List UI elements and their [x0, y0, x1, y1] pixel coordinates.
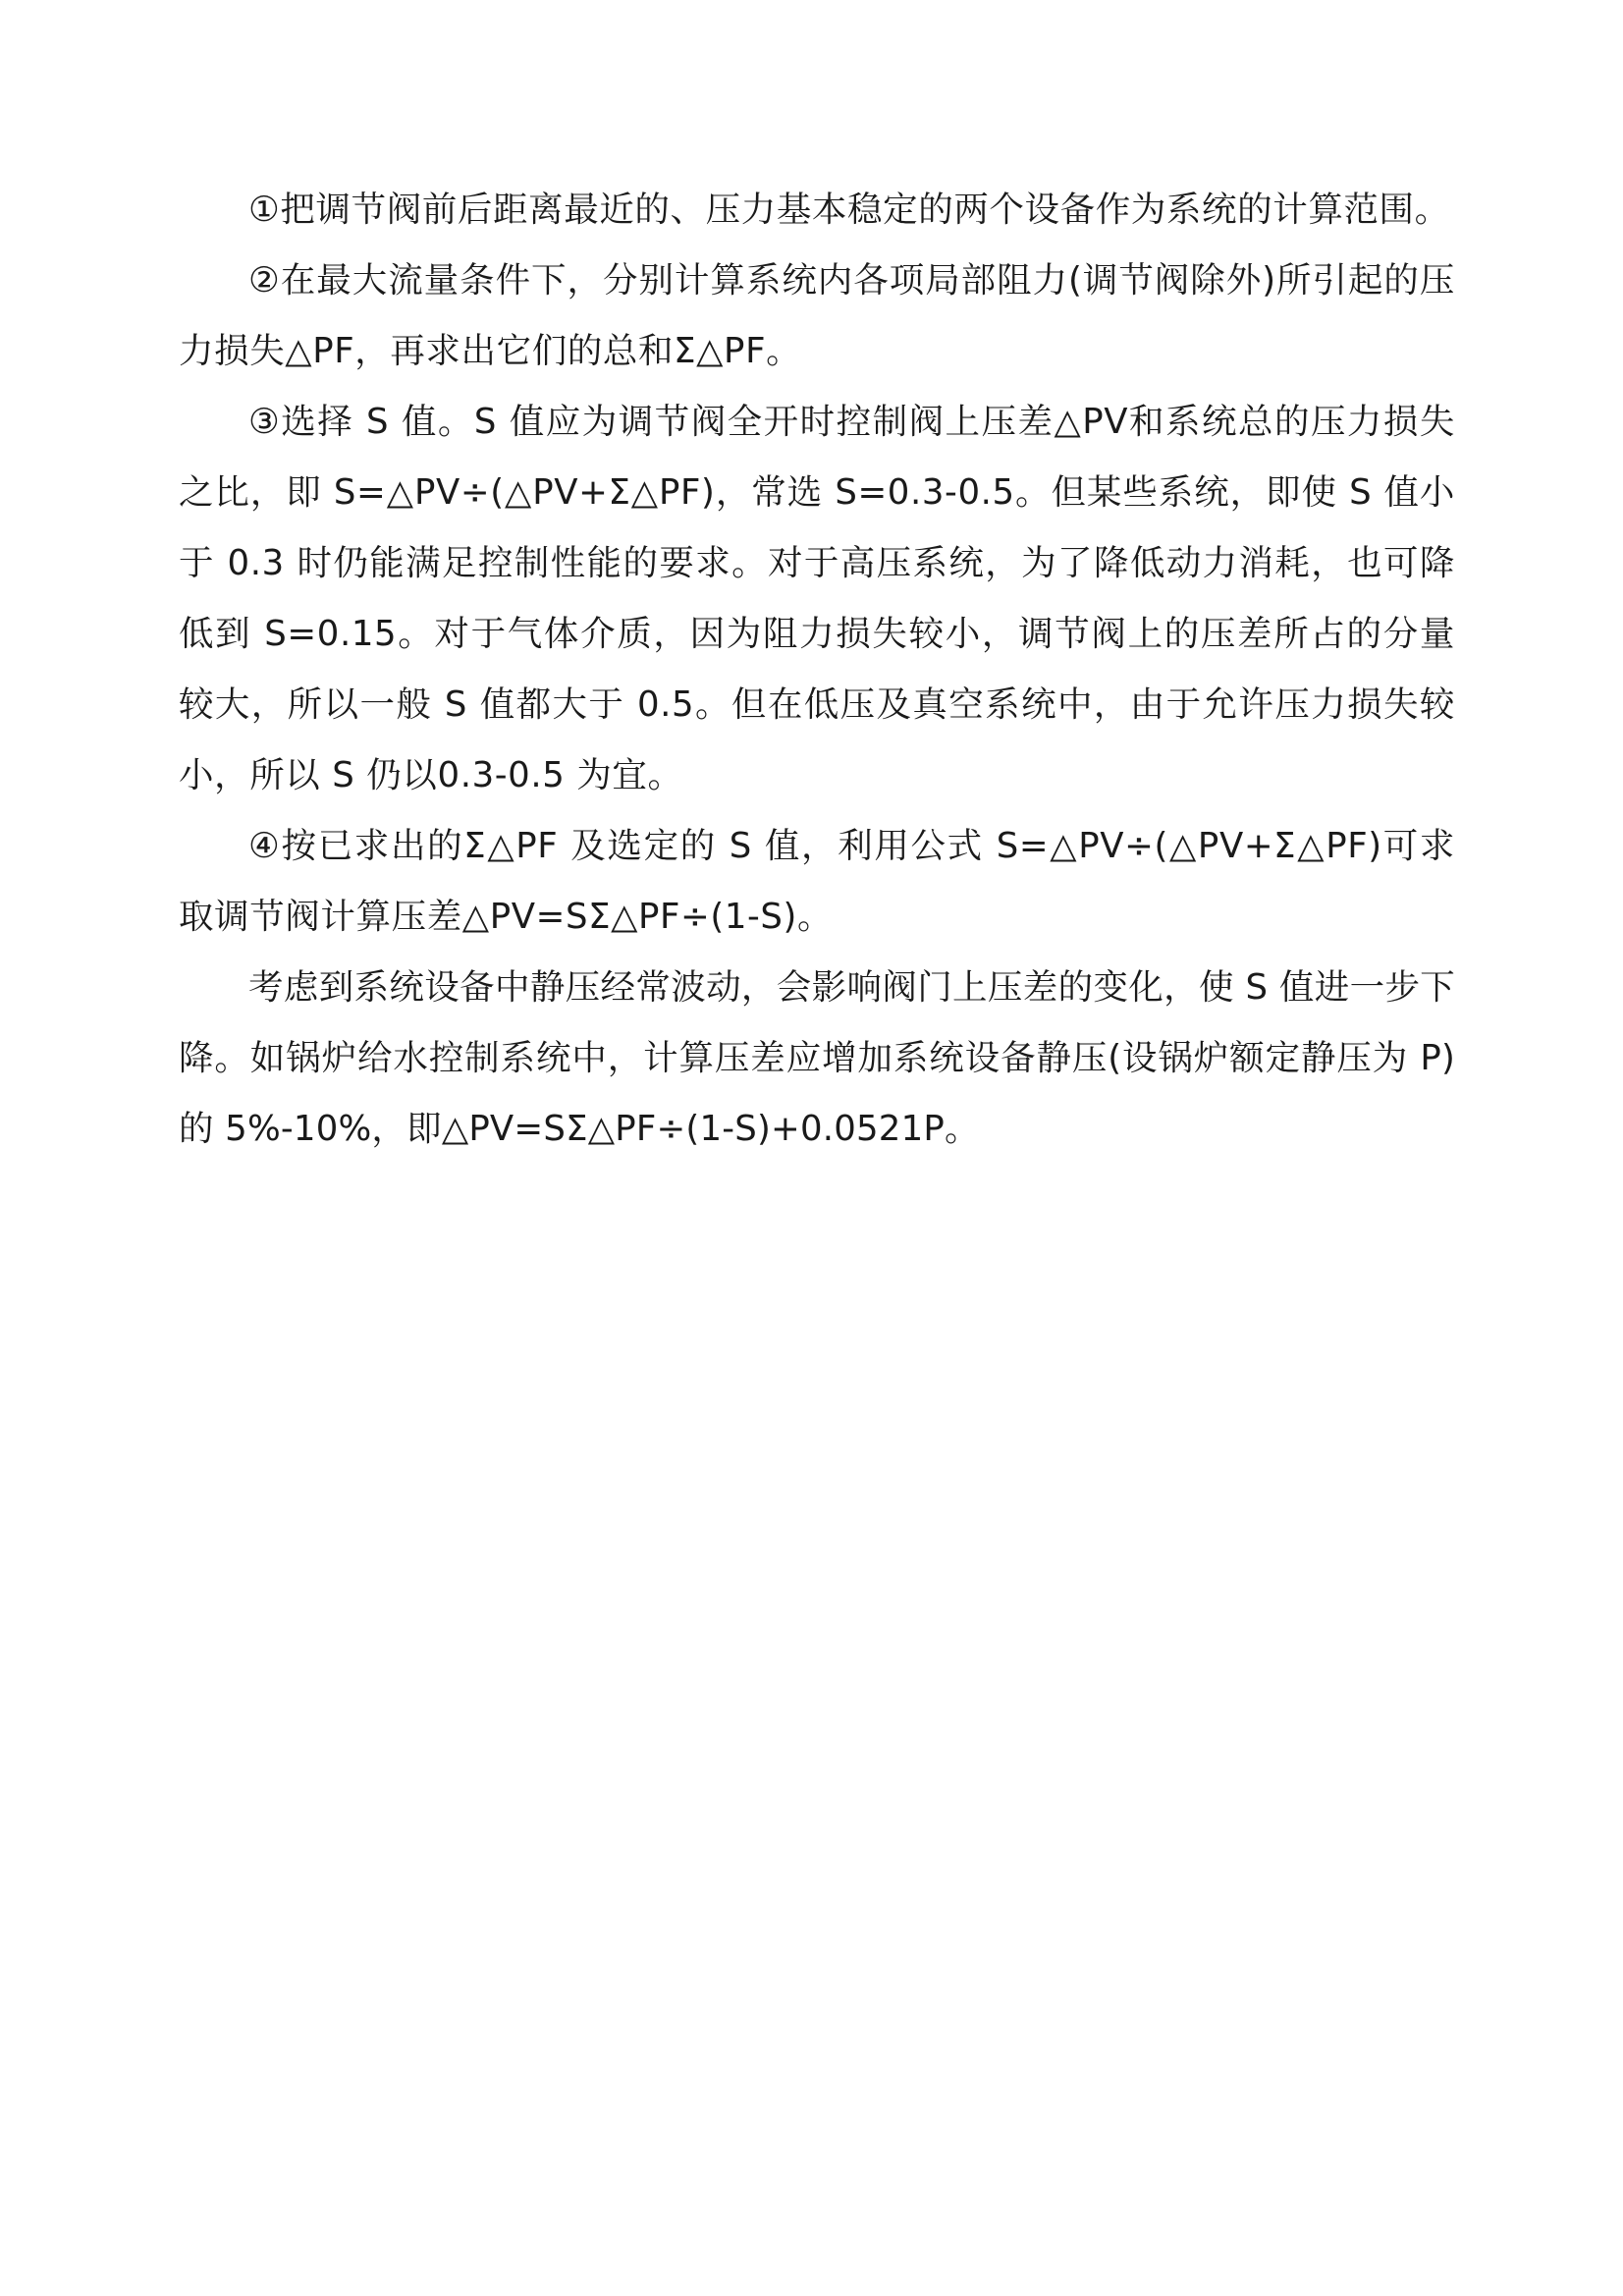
paragraph-4: ④按已求出的Σ△PF 及选定的 S 值，利用公式 S=△PV÷(△PV+Σ△PF)可求取调节阀计算压差△PV=SΣ△PF÷(1-S)。 [179, 826, 1455, 937]
paragraph-2: ②在最大流量条件下，分别计算系统内各项局部阻力(调节阀除外)所引起的压力损失△PF，再求出它们的总和Σ△PF。 [179, 260, 1455, 371]
paragraph-3: ③选择 S 值。S 值应为调节阀全开时控制阀上压差△PV和系统总的压力损失之比，即 S=△PV÷(△PV+Σ△PF)，常选 S=0.3-0.5。但某些系统，即使 S 值小于 0.3 时仍能满足控制性能的要求。对于高压系统，为了降低动力消耗，也可降低到 S=0.15。对于气体介质，因为阻力损失较小，调节阀上的压差所占的分量较大，所以一般 S 值都大于 0.5。但在低压及真空系统中，由于允许压力损失较小，所以 S 仍以0.3-0.5 为宜。 [179, 402, 1455, 795]
document-body [179, 175, 1455, 1165]
paragraph-1: ①把调节阀前后距离最近的、压力基本稳定的两个设备作为系统的计算范围。 [248, 190, 1450, 230]
paragraph-5: 考虑到系统设备中静压经常波动，会影响阀门上压差的变化，使 S 值进一步下降。如锅炉给水控制系统中，计算压差应增加系统设备静压(设锅炉额定静压为 P)的 5%-10%，即△PV=SΣ△PF÷(1-S)+0.0521P。 [179, 967, 1455, 1149]
